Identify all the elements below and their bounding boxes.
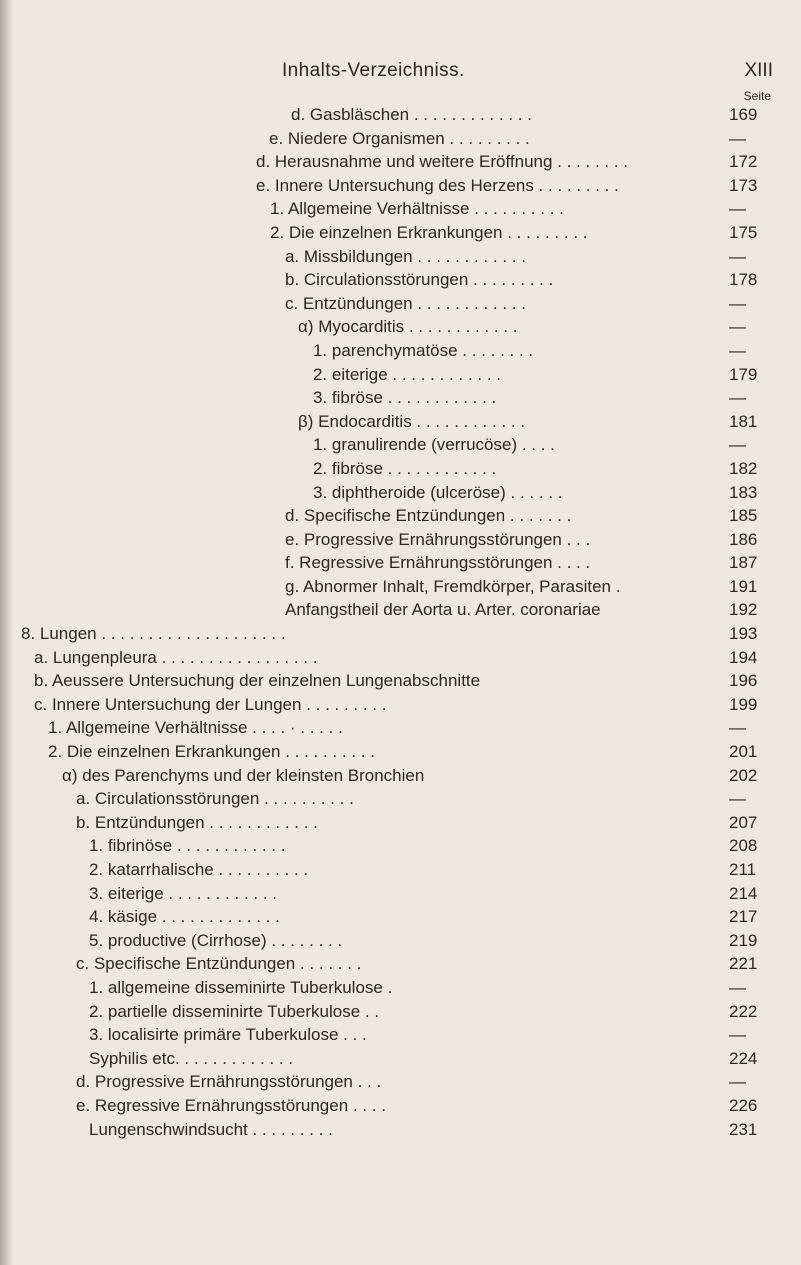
toc-entry-page: 222 [729,1001,758,1021]
toc-entry-title: 4. käsige . . . . . . . . . . . . . [89,907,280,927]
toc-entry-page: — [729,317,746,337]
toc-entry-page: 201 [729,742,758,762]
toc-entry-page: 185 [729,506,758,526]
toc-entry-page: 182 [729,458,758,478]
toc-entry-page: 207 [729,812,758,832]
toc-entry-title: 1. allgemeine disseminirte Tuberkulose . [89,977,393,997]
toc-entry-page: 169 [729,105,758,124]
toc-entry-page: 219 [729,930,758,950]
toc-entry-title: 3. eiterige . . . . . . . . . . . . [89,883,278,903]
toc-entry-page: 231 [729,1119,758,1139]
toc-entry-page: 194 [729,647,758,667]
toc-entry-page: 187 [729,553,758,573]
toc-entry [0,152,801,176]
toc-entry [0,530,801,554]
toc-entry [0,907,801,931]
toc-entry-title: b. Entzündungen . . . . . . . . . . . . [76,812,318,832]
toc-entry-title: a. Missbildungen . . . . . . . . . . . . [285,246,526,266]
toc-entry-title: d. Progressive Ernährungsstörungen . . . [76,1072,382,1092]
toc-entry [0,1072,801,1096]
toc-entry-page: 191 [729,576,758,596]
table-of-contents [0,105,801,1143]
toc-entry-title: 2. Die einzelnen Erkrankungen . . . . . . . . . [270,222,588,242]
toc-entry-title: a. Lungenpleura . . . . . . . . . . . . . . . . . [34,647,318,667]
toc-entry [0,553,801,577]
toc-entry-page: 226 [729,1095,758,1115]
toc-entry-page: 192 [729,600,758,620]
toc-entry [0,483,801,507]
toc-entry-title: d. Specifische Entzündungen . . . . . . . [285,506,572,526]
toc-entry-page: 196 [729,671,758,691]
toc-entry-title: e. Progressive Ernährungsstörungen . . . [285,529,591,549]
toc-entry [0,365,801,389]
toc-entry [0,459,801,483]
toc-entry-title: 5. productive (Cirrhose) . . . . . . . . [89,930,343,950]
toc-entry-page: 173 [729,175,758,195]
toc-entry-page: 178 [729,270,758,290]
toc-entry-page: 202 [729,765,758,785]
toc-entry-page: — [729,789,746,809]
toc-entry-page: 224 [729,1048,758,1068]
toc-entry-title: 1. Allgemeine Verhältnisse . . . . . . . . . . [270,199,564,219]
toc-entry-title: α) des Parenchyms und der kleinsten Bronchien [62,765,425,785]
toc-entry-page: 186 [729,529,758,549]
toc-entry [0,317,801,341]
toc-entry-title: c. Innere Untersuchung der Lungen . . . . . . . . . [34,694,387,714]
toc-entry-page: — [729,199,746,219]
toc-entry [0,931,801,955]
toc-entry-title: e. Niedere Organismen . . . . . . . . . [269,128,530,148]
toc-entry-page: — [729,128,746,148]
toc-entry-title: Anfangstheil der Aorta u. Arter. coronariae [285,600,601,620]
toc-entry-title: 2. Die einzelnen Erkrankungen . . . . . . . . . . [48,742,375,762]
toc-entry-page: 199 [729,694,758,714]
toc-entry [0,766,801,790]
toc-entry-page: 179 [729,364,758,384]
toc-entry-title: e. Regressive Ernährungsstörungen . . . . [76,1095,386,1115]
toc-entry-page: 175 [729,222,758,242]
toc-entry [0,199,801,223]
toc-entry-title: 1. Allgemeine Verhältnisse . . . . · . . . . . [48,718,343,738]
toc-entry-page: — [729,435,746,455]
toc-entry-title: α) Myocarditis . . . . . . . . . . . . [298,317,518,337]
toc-entry-title: b. Circulationsstörungen . . . . . . . . . [285,270,554,290]
toc-entry [0,954,801,978]
toc-entry-title: 1. parenchymatöse . . . . . . . . [313,340,534,360]
toc-entry-page: 211 [729,860,757,879]
toc-entry-page: — [729,1025,746,1045]
toc-entry [0,435,801,459]
toc-entry-title: Lungenschwindsucht . . . . . . . . . [89,1119,333,1139]
toc-entry [0,412,801,436]
toc-entry-title: 2. partielle disseminirte Tuberkulose . . [89,1001,380,1021]
toc-entry [0,813,801,837]
toc-entry [0,247,801,271]
toc-entry-title: d. Herausnahme und weitere Eröffnung . . . . . . . . [256,152,628,172]
toc-entry-page: — [729,340,746,360]
toc-entry-title: f. Regressive Ernährungsstörungen . . . . [285,553,591,573]
page-number: XIII [744,60,773,81]
toc-entry [0,978,801,1002]
toc-entry [0,860,801,884]
toc-entry-page: — [729,388,746,408]
toc-entry-title: Syphilis etc. . . . . . . . . . . . . [89,1048,294,1068]
toc-entry-page: 172 [729,152,758,172]
toc-entry-title: 2. eiterige . . . . . . . . . . . . [313,364,502,384]
toc-entry-title: c. Specifische Entzündungen . . . . . . . [76,954,362,974]
toc-entry [0,105,801,129]
toc-entry-title: 3. diphtheroide (ulceröse) . . . . . . [313,482,563,502]
toc-entry-title: 2. fibröse . . . . . . . . . . . . [313,458,497,478]
toc-entry [0,294,801,318]
toc-entry [0,506,801,530]
toc-entry-page: — [729,1072,746,1092]
toc-entry-title: 3. localisirte primäre Tuberkulose . . . [89,1025,367,1045]
toc-entry-page: — [729,718,746,738]
page-header [0,60,801,90]
page-title: Inhalts-Verzeichniss. [282,60,465,81]
toc-entry [0,1025,801,1049]
toc-entry-page: 208 [729,836,758,856]
toc-entry-title: d. Gasbläschen . . . . . . . . . . . . . [291,105,532,124]
toc-entry-title: 1. fibrinöse . . . . . . . . . . . . [89,836,286,856]
toc-entry-page: — [729,977,746,997]
toc-entry [0,223,801,247]
toc-entry [0,1049,801,1073]
toc-entry [0,577,801,601]
toc-entry [0,1096,801,1120]
toc-entry [0,1120,801,1144]
toc-entry-title: 2. katarrhalische . . . . . . . . . . [89,860,309,879]
toc-entry-title: b. Aeussere Untersuchung der einzelnen Lungenabschnitte [34,671,481,691]
toc-entry [0,1002,801,1026]
toc-entry [0,884,801,908]
toc-entry-page: 183 [729,482,758,502]
toc-entry [0,648,801,672]
toc-entry-title: a. Circulationsstörungen . . . . . . . . . . [76,789,354,809]
toc-entry-title: β) Endocarditis . . . . . . . . . . . . [298,411,526,431]
page-column-label: Seite [743,89,771,103]
toc-entry-title: 1. granulirende (verrucöse) . . . . [313,435,555,455]
toc-entry-title: g. Abnormer Inhalt, Fremdkörper, Parasiten . [285,576,621,596]
toc-entry [0,718,801,742]
toc-entry-page: 214 [729,883,758,903]
toc-entry-page: 181 [729,411,758,431]
toc-entry [0,624,801,648]
toc-entry-title: 3. fibröse . . . . . . . . . . . . [313,388,497,408]
toc-entry-title: c. Entzündungen . . . . . . . . . . . . [285,293,526,313]
toc-entry-page: 221 [729,954,758,974]
toc-entry-page: — [729,246,746,266]
toc-entry [0,742,801,766]
toc-entry [0,129,801,153]
toc-entry [0,600,801,624]
toc-entry [0,671,801,695]
toc-entry [0,789,801,813]
toc-entry [0,341,801,365]
toc-entry [0,270,801,294]
toc-entry-page: — [729,293,746,313]
toc-entry [0,176,801,200]
toc-entry-page: 193 [729,624,758,644]
toc-entry [0,836,801,860]
toc-entry-title: 8. Lungen . . . . . . . . . . . . . . . . . . . . [21,624,286,644]
toc-entry-page: 217 [729,907,758,927]
toc-entry [0,388,801,412]
toc-entry [0,695,801,719]
toc-entry-title: e. Innere Untersuchung des Herzens . . . . . . . . . [256,175,619,195]
